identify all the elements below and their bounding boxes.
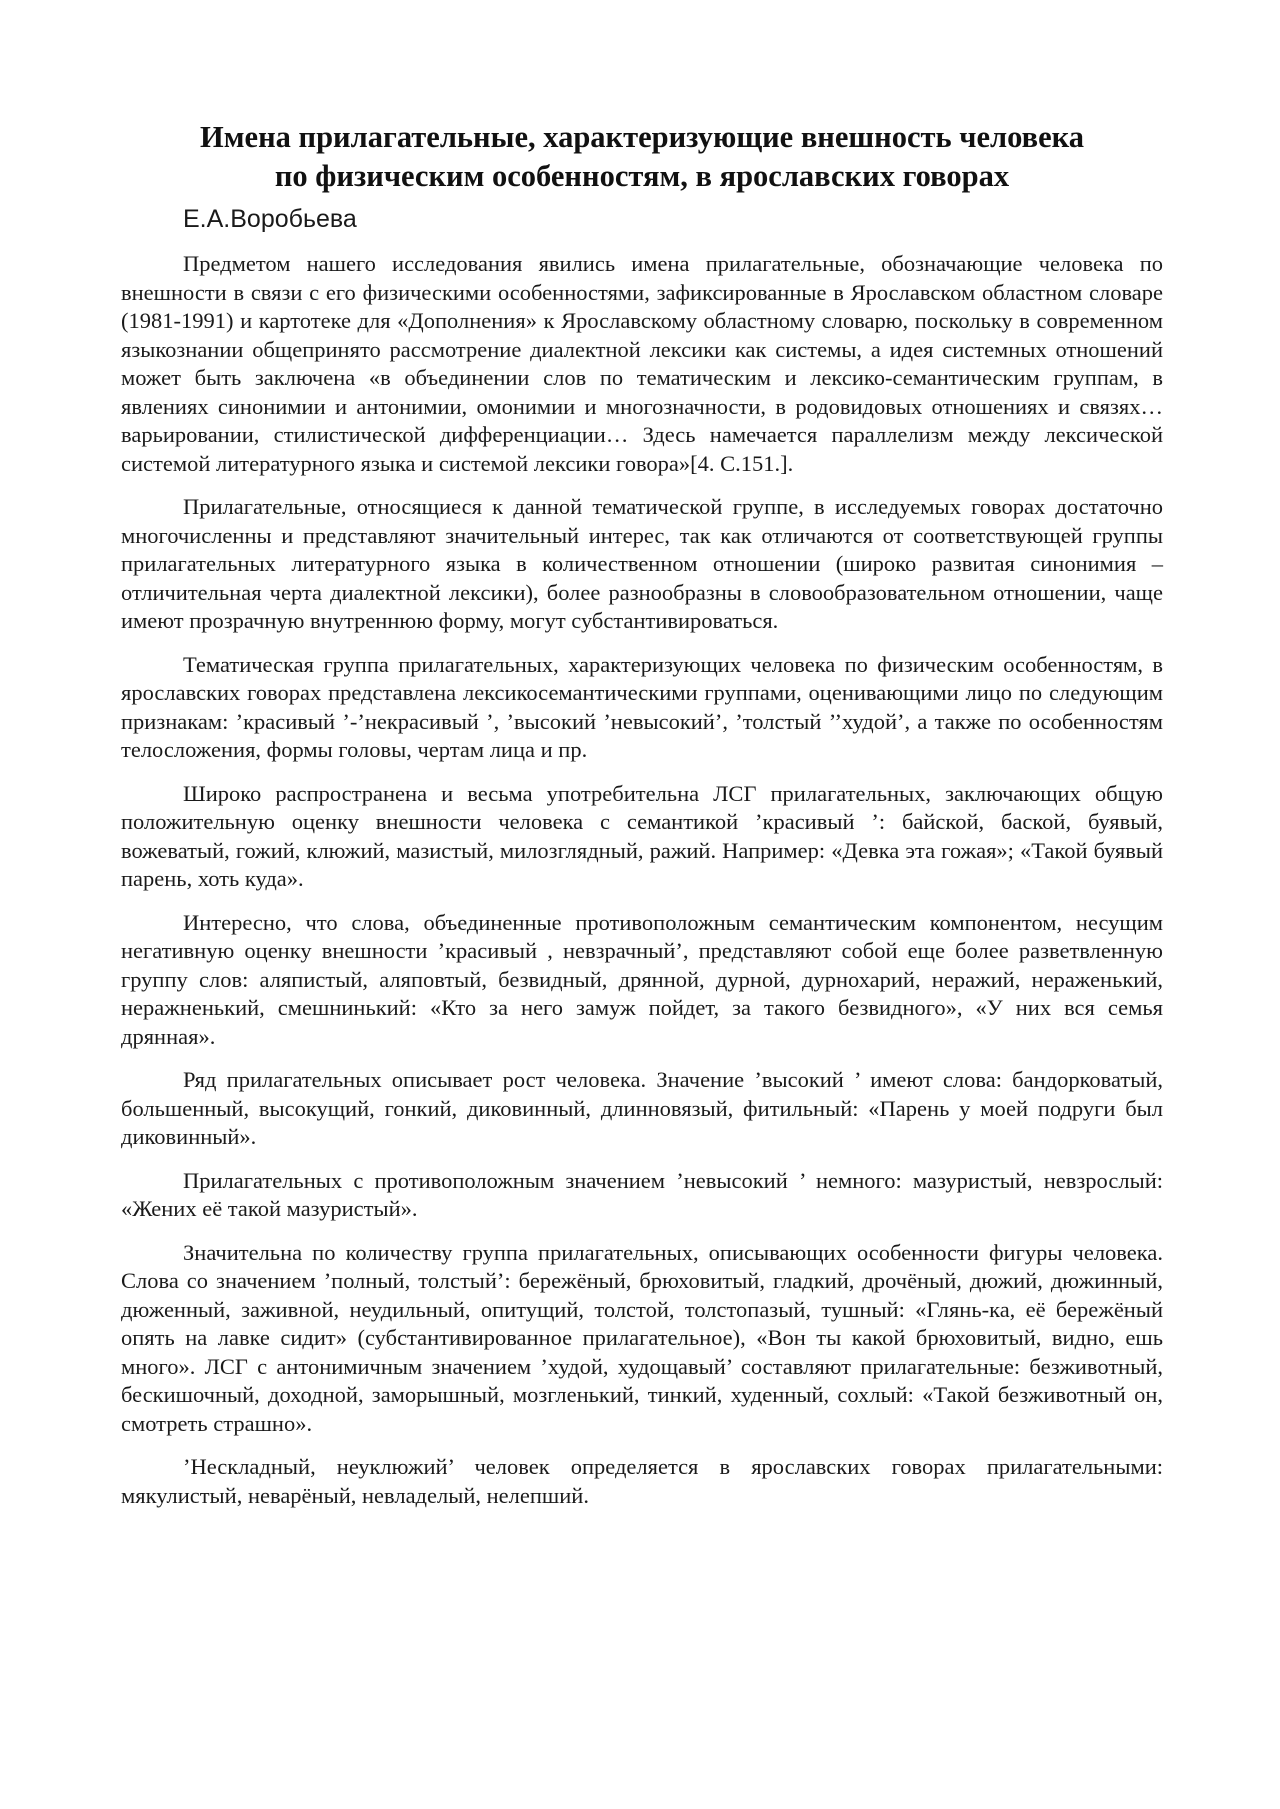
- title-line-2: по физическим особенностям, в ярославских говорах: [274, 159, 1010, 193]
- document-page: [121, 118, 1163, 1525]
- paragraph-4: Широко распространена и весьма употребительна ЛСГ прилагательных, заключающих общую положительную оценку внешности человека с семантикой ’красивый ’: байской, баской, буявый, вожеватый, гожий, клюжий, мазистый, милозглядный, ражий. Например: «Девка эта гожая»; «Такой буявый парень, хоть куда».: [121, 780, 1163, 891]
- paragraph-9: ’Нескладный, неуклюжий’ человек определяется в ярославских говорах прилагательными: мякулистый, неварёный, невладелый, нелепший.: [121, 1454, 1163, 1508]
- author-name: Е.А.Воробьева: [183, 205, 357, 233]
- paragraph-1: Предметом нашего исследования явились имена прилагательные, обозначающие человека по внешности в связи с его физическими особенностями, зафиксированные в Ярославском областном словаре (1981-1991) и картотеке для «Дополнения» к Ярославскому областному словарю, поскольку в современном языкознании общепринято рассмотрение диалектной лексики как системы, а идея системных отношений может быть заключена «в объединении слов по тематическим и лексико-семантическим группам, в явлениях синонимии и антонимии, омонимии и многозначности, в родовидовых отношениях и связях… варьировании, стилистической дифференциации… Здесь намечается параллелизм между лексической системой литературного языка и системой лексики говора»[4. С.151.].: [121, 251, 1163, 476]
- paragraph-6: Ряд прилагательных описывает рост человека. Значение ’высокий ’ имеют слова: бандорковатый, большенный, высокущий, гонкий, диковинный, длинновязый, фитильный: «Парень у моей подруги был диковинный».: [121, 1067, 1163, 1149]
- paragraph-7: Прилагательных с противоположным значением ’невысокий ’ немного: мазуристый, невзрослый: «Жених её такой мазуристый».: [121, 1167, 1163, 1221]
- paragraph-8: Значительна по количеству группа прилагательных, описывающих особенности фигуры человека. Слова со значением ’полный, толстый’: бережёный, брюховитый, гладкий, дрочёный, дюжий, дюжинный, дюженный, заживной, неудильный, опитущий, толстой, толстопазый, тушный: «Глянь-ка, её бережёный опять на лавке сидит» (субстантивированное прилагательное), «Вон ты какой брюховитый, видно, ешь много». ЛСГ с антонимичным значением ’худой, худощавый’ составляют прилагательные: безживотный, бескишочный, доходной, заморышный, мозгленький, тинкий, худенный, сохлый: «Такой безживотный он, смотреть страшно».: [121, 1239, 1163, 1436]
- title-line-1: Имена прилагательные, характеризующие внешность человека: [200, 120, 1084, 154]
- paragraph-5: Интересно, что слова, объединенные противоположным семантическим компонентом, несущим негативную оценку внешности ’красивый , невзрачный’, представляют собой еще более разветвленную группу слов: аляпистый, аляповтый, безвидный, дрянной, дурной, дурнохарий, неражий, нераженький, неражненький, смешнинький: «Кто за него замуж пойдет, за такого безвидного», «У них вся семья дрянная».: [121, 909, 1163, 1049]
- paragraph-2: Прилагательные, относящиеся к данной тематической группе, в исследуемых говорах достаточно многочисленны и представляют значительный интерес, так как отличаются от соответствующей группы прилагательных литературного языка в количественном отношении (широко развитая синонимия – отличительная черта диалектной лексики), более разнообразны в словообразовательном отношении, чаще имеют прозрачную внутреннюю форму, могут субстантивироваться.: [121, 494, 1163, 633]
- document-title: [121, 118, 1163, 196]
- paragraph-3: Тематическая группа прилагательных, характеризующих человека по физическим особенностям, в ярославских говорах представлена лексикосемантическими группами, оценивающими лицо по следующим признакам: ’красивый ’-’некрасивый ’, ’высокий ’невысокий’, ’толстый ’’худой’, а также по особенностям телосложения, формы головы, чертам лица и пр.: [121, 651, 1163, 762]
